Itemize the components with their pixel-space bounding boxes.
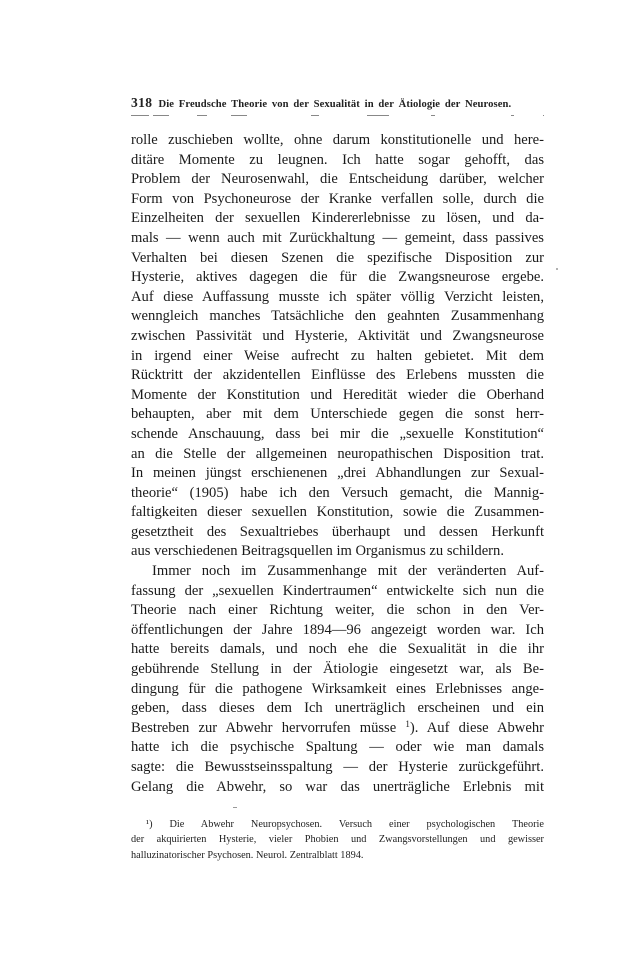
text-line: Gelang die Abwehr, so war das unerträgliche Erlebnis mit [131, 778, 544, 795]
paragraph-1 [131, 131, 544, 562]
text-line: Immer noch im Zusammenhange mit der veränderten Auf- [152, 563, 544, 580]
text-line-with-footnote-ref [131, 719, 544, 739]
footnotes [131, 817, 544, 863]
text-line: In meinen jüngst erschienenen „drei Abhandlungen zur Sexual- [131, 465, 544, 482]
text-line: gesetztheit des Sexualtriebes überhaupt und dessen Herkunft [131, 523, 544, 540]
text-line: fassung der „sexuellen Kindertraumen“ entwickelte sich nun die [131, 582, 544, 599]
text-line: rolle zuschieben wollte, ohne darum konstitutionelle und here- [131, 132, 544, 148]
text-line: dingung für die pathogene Wirksamkeit eines Erlebnisses ange- [131, 680, 544, 697]
text-line: Einzelheiten der sexuellen Kindererlebnisse zu lösen, und da- [131, 210, 544, 227]
footnote-text: Die Abwehr Neuropsychosen. Versuch einer psychologischen Theorie [169, 819, 544, 831]
footnote-divider [131, 797, 544, 817]
footnote-1 [131, 817, 544, 863]
text-line: schende Anschauung, dass bei mir die „sexuelle Konstitution“ [131, 425, 544, 442]
footnote-line [131, 817, 544, 832]
text-segment: Bestreben zur Abwehr hervorrufen müsse [131, 719, 397, 736]
text-line: Hysterie, aktives dagegen die für die Zwangsneurose ergebe. [131, 269, 544, 286]
text-line: öffentlichungen der Jahre 1894—96 angezeigt worden war. Ich [131, 621, 544, 638]
book-page [131, 96, 544, 863]
text-line: Verhalten bei diesen Szenen die spezifische Disposition zur [131, 249, 544, 266]
text-line: Auf diese Auffassung musste ich später völlig Verzicht leisten, [131, 288, 544, 305]
text-line: hatte bereits damals, und noch ehe die Sexualität in die ihr [131, 641, 544, 658]
text-line: an die Stelle der allgemeinen neuropathischen Disposition trat. [131, 445, 544, 462]
main-text [131, 131, 544, 797]
text-line: Rücktritt der akzidentellen Einflüsse des Erlebens mussten die [131, 367, 544, 384]
footnote-marker: ¹) [146, 819, 153, 831]
text-line: mals — wenn auch mit Zurückhaltung — gemeint, dass passives [131, 229, 544, 246]
text-line: behaupten, aber mit dem Unterschiede gegen die sonst herr- [131, 406, 544, 423]
footnote-reference[interactable]: 1 [405, 718, 410, 729]
text-line: zwischen Passivität und Hysterie, Aktivität und Zwangsneurose [131, 327, 544, 344]
scan-speck [556, 268, 558, 270]
text-line: sagte: die Bewusstseinsspaltung — der Hysterie zurückgeführt. [131, 759, 544, 775]
text-line: ditäre Momente zu leugnen. Ich hatte sogar gehofft, das [131, 151, 544, 168]
footnote-line: halluzinatorischer Psychosen. Neurol. Zentralblatt 1894. [131, 849, 364, 861]
text-line: theorie“ (1905) habe ich den Versuch gemacht, die Mannig- [131, 484, 544, 501]
text-line: Form von Psychoneurose der Kranke verfallen solle, durch die [131, 190, 544, 207]
page-number: 318 [131, 95, 153, 110]
paragraph-2 [131, 562, 544, 797]
text-line: aus verschiedenen Beitragsquellen im Organismus zu schildern. [131, 543, 504, 560]
running-head-rule [131, 113, 544, 119]
text-line: hatte ich die psychische Spaltung — oder wie man damals [131, 739, 544, 756]
text-line: in irgend einer Weise aufrecht zu halten gebietet. Mit dem [131, 347, 544, 364]
text-line: wenngleich manches Tatsächliche den geahnten Zusammenhang [131, 308, 544, 325]
footnote-line: der akquirierten Hysterie, vieler Phobien und Zwangsvorstellungen und gewisser [131, 834, 544, 846]
text-line: gebührende Stellung in der Ätiologie eingesetzt war, als Be- [131, 661, 544, 678]
text-line: Theorie nach einer Richtung weiter, die schon in den Ver- [131, 602, 544, 619]
text-line: Momente der Konstitution und Heredität wieder die Oberhand [131, 386, 544, 403]
running-head [131, 96, 544, 112]
text-line: Problem der Neurosenwahl, die Entscheidung darüber, welcher [131, 171, 544, 188]
text-segment: ). Auf diese Abwehr [409, 719, 544, 736]
running-head-title: Die Freudsche Theorie von der Sexualität in der Ätiologie der Neurosen. [158, 99, 512, 110]
text-line: geben, dass dieses dem Ich unerträglich erscheinen und ein [131, 700, 544, 717]
text-line: faltigkeiten dieser sexuellen Konstitution, sowie die Zusammen- [131, 504, 544, 521]
